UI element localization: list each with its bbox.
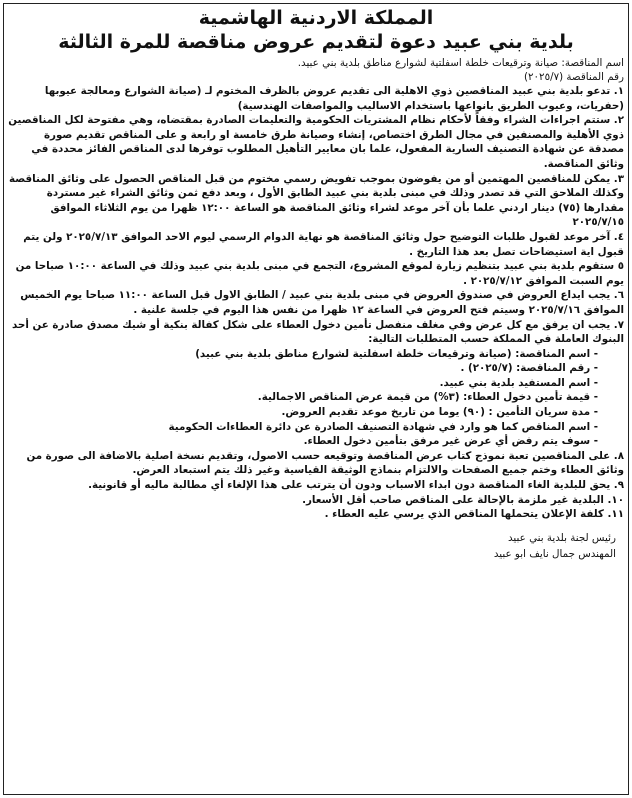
requirement-validity: - مدة سريان التأمين : (٩٠) يوما من تاريخ موعد تقديم العروض. xyxy=(281,406,598,419)
clause-4: ٤. آخر موعد لقبول طلبات التوضيح حول وثائق المناقصة هو نهاية الدوام الرسمي ليوم الاحد الموافق ٢٠٢٥/٧/١٣ ولن يتم قبول اية استيضاحات تصل بعد هذا التاريخ . xyxy=(23,230,624,258)
requirement-tender-number: - رقم المناقصة: (٢٠٢٥/٧) . xyxy=(460,362,598,375)
tender-name-line: اسم المناقصة: صيانة وترقيعات خلطة اسفلتية لشوارع مناطق بلدية بني عبيد. xyxy=(297,57,624,69)
clause-7: ٧. يجب ان يرفق مع كل عرض وفي مغلف منفصل تأمين دخول العطاء على شكل كفالة بنكية أو شيك مصدق صادرة عن أحد البنوك العاملة في المملكة حسب المتطلبات التالية: xyxy=(11,318,624,346)
clause-11: ١١. كلفة الإعلان يتحملها المناقص الذي يرسي عليه العطاء . xyxy=(324,508,624,521)
requirement-rejection: - سوف يتم رفض أي عرض غير مرفق بتأمين دخول العطاء. xyxy=(303,435,598,448)
signature-name: المهندس جمال نايف ابو عبيد xyxy=(493,547,616,560)
tender-meta xyxy=(8,56,624,84)
signature-block xyxy=(8,530,624,562)
clause-8: ٨. على المناقصين تعبة نموذج كتاب عرض المناقصة وتوقيعه حسب الاصول، وتقديم نسخة اصلية بالاضافة الى صورة من وثائق العطاء وختم جميع الصفحات والالتزام بنماذج الوثيقة القياسية وغير ذلك يتم استبعاد العرض. xyxy=(26,449,624,477)
clause-2: ٢. ستتم اجراءات الشراء وفقاً لأحكام نظام المشتريات الحكومية والتعليمات الصادرة بمقتضاه، وهي مفتوحة لكل المناقصين ذوي الأهلية والمصنفين في مجال الطرق اختصاص، إنشاء وصيانة طرق خامسة او رابعة و على المناقص تقديم صورة مصدقة عن شهادة التصنيف السارية المفعول، علما بان معايير التأهيل المطلوب توفرها لدى المناقص الفائز محددة في وثائق المناقصة. xyxy=(8,114,624,170)
requirement-guarantee-value: - قيمة تأمين دخول العطاء: (٣%) من قيمة عرض المناقص الاجمالية. xyxy=(257,391,598,404)
tender-body xyxy=(8,84,624,522)
kingdom-title: المملكة الاردنية الهاشمية xyxy=(198,7,434,29)
tender-number-line: رقم المناقصة (٢٠٢٥/٧) xyxy=(523,71,624,83)
announcement-title: بلدية بني عبيد دعوة لتقديم عروض مناقصة للمرة الثالثة xyxy=(58,31,574,53)
requirement-tender-name: - اسم المناقصة: (صيانة وترقيعات خلطة اسفلتية لشوارع مناطق بلدية بني عبيد) xyxy=(195,347,598,360)
signature-title: رئيس لجنة بلدية بني عبيد xyxy=(508,531,616,544)
clause-6: ٦. يجب ايداع العروض في صندوق العروض في مبنى بلدية بني عبيد / الطابق الاول قبل الساعة ١١:٠٠ صباحا يوم الخميس الموافق ٢٠٢٥/٧/١٦ وسيتم فتح العروض في الساعة ١٢ ظهرا من نفس هذا اليوم في جلسة علنية . xyxy=(20,289,624,316)
clause-5: ٥ ستقوم بلدية بني عبيد بتنظيم زيارة لموقع المشروع، التجمع في مبنى بلدية بني عبيد وذلك في الساعة ١٠:٠٠ صباحا من يوم السبت الموافق ٢٠٢٥/٧/١٢ . xyxy=(15,260,624,287)
requirement-beneficiary: - اسم المستفيد بلدية بني عبيد. xyxy=(439,376,598,389)
clause-10: ١٠. البلدية غير ملزمة بالإحالة على المناقص صاحب أقل الأسعار. xyxy=(302,493,624,506)
guarantee-requirements xyxy=(8,347,624,449)
clause-9: ٩. يحق للبلدية الغاء المناقصة دون ابداء الاسباب ودون أن يترتب على هذا الإلغاء أي مطالبة ماليه أو قانونية. xyxy=(88,479,624,492)
clause-3: ٣. يمكن للمناقصين المهتمين أو من يفوضون بموجب تفويض رسمي مختوم من قبل المناقص الحصول على وثائق المناقصة وكذلك الملاحق التي قد تصدر وذلك في مبنى بلدية بني عبيد الطابق الأول ، وبعد دفع ثمن وثائق الشراء غير مستردة مقدارها (٧٥) دينار اردني علما بأن آخر موعد لشراء وثائق المناقصة هو الساعة ١٢:٠٠ ظهرا من يوم الثلاثاء الموافق ٢٠٢٥/٧/١٥ xyxy=(8,172,624,229)
requirement-bidder-name: - اسم المناقص كما هو وارد في شهادة التصنيف الصادرة عن دائرة العطاءات الحكومية xyxy=(168,420,598,433)
clause-1: ١. تدعو بلدية بني عبيد المناقصين ذوي الاهلية الى تقديم عروض بالظرف المختوم لـ (صيانة الشوارع ومعالجة عيوبها (حفريات، وعيوب الطريق بانواعها باستخدام الاساليب والمواصفات الهندسية) xyxy=(44,85,624,112)
